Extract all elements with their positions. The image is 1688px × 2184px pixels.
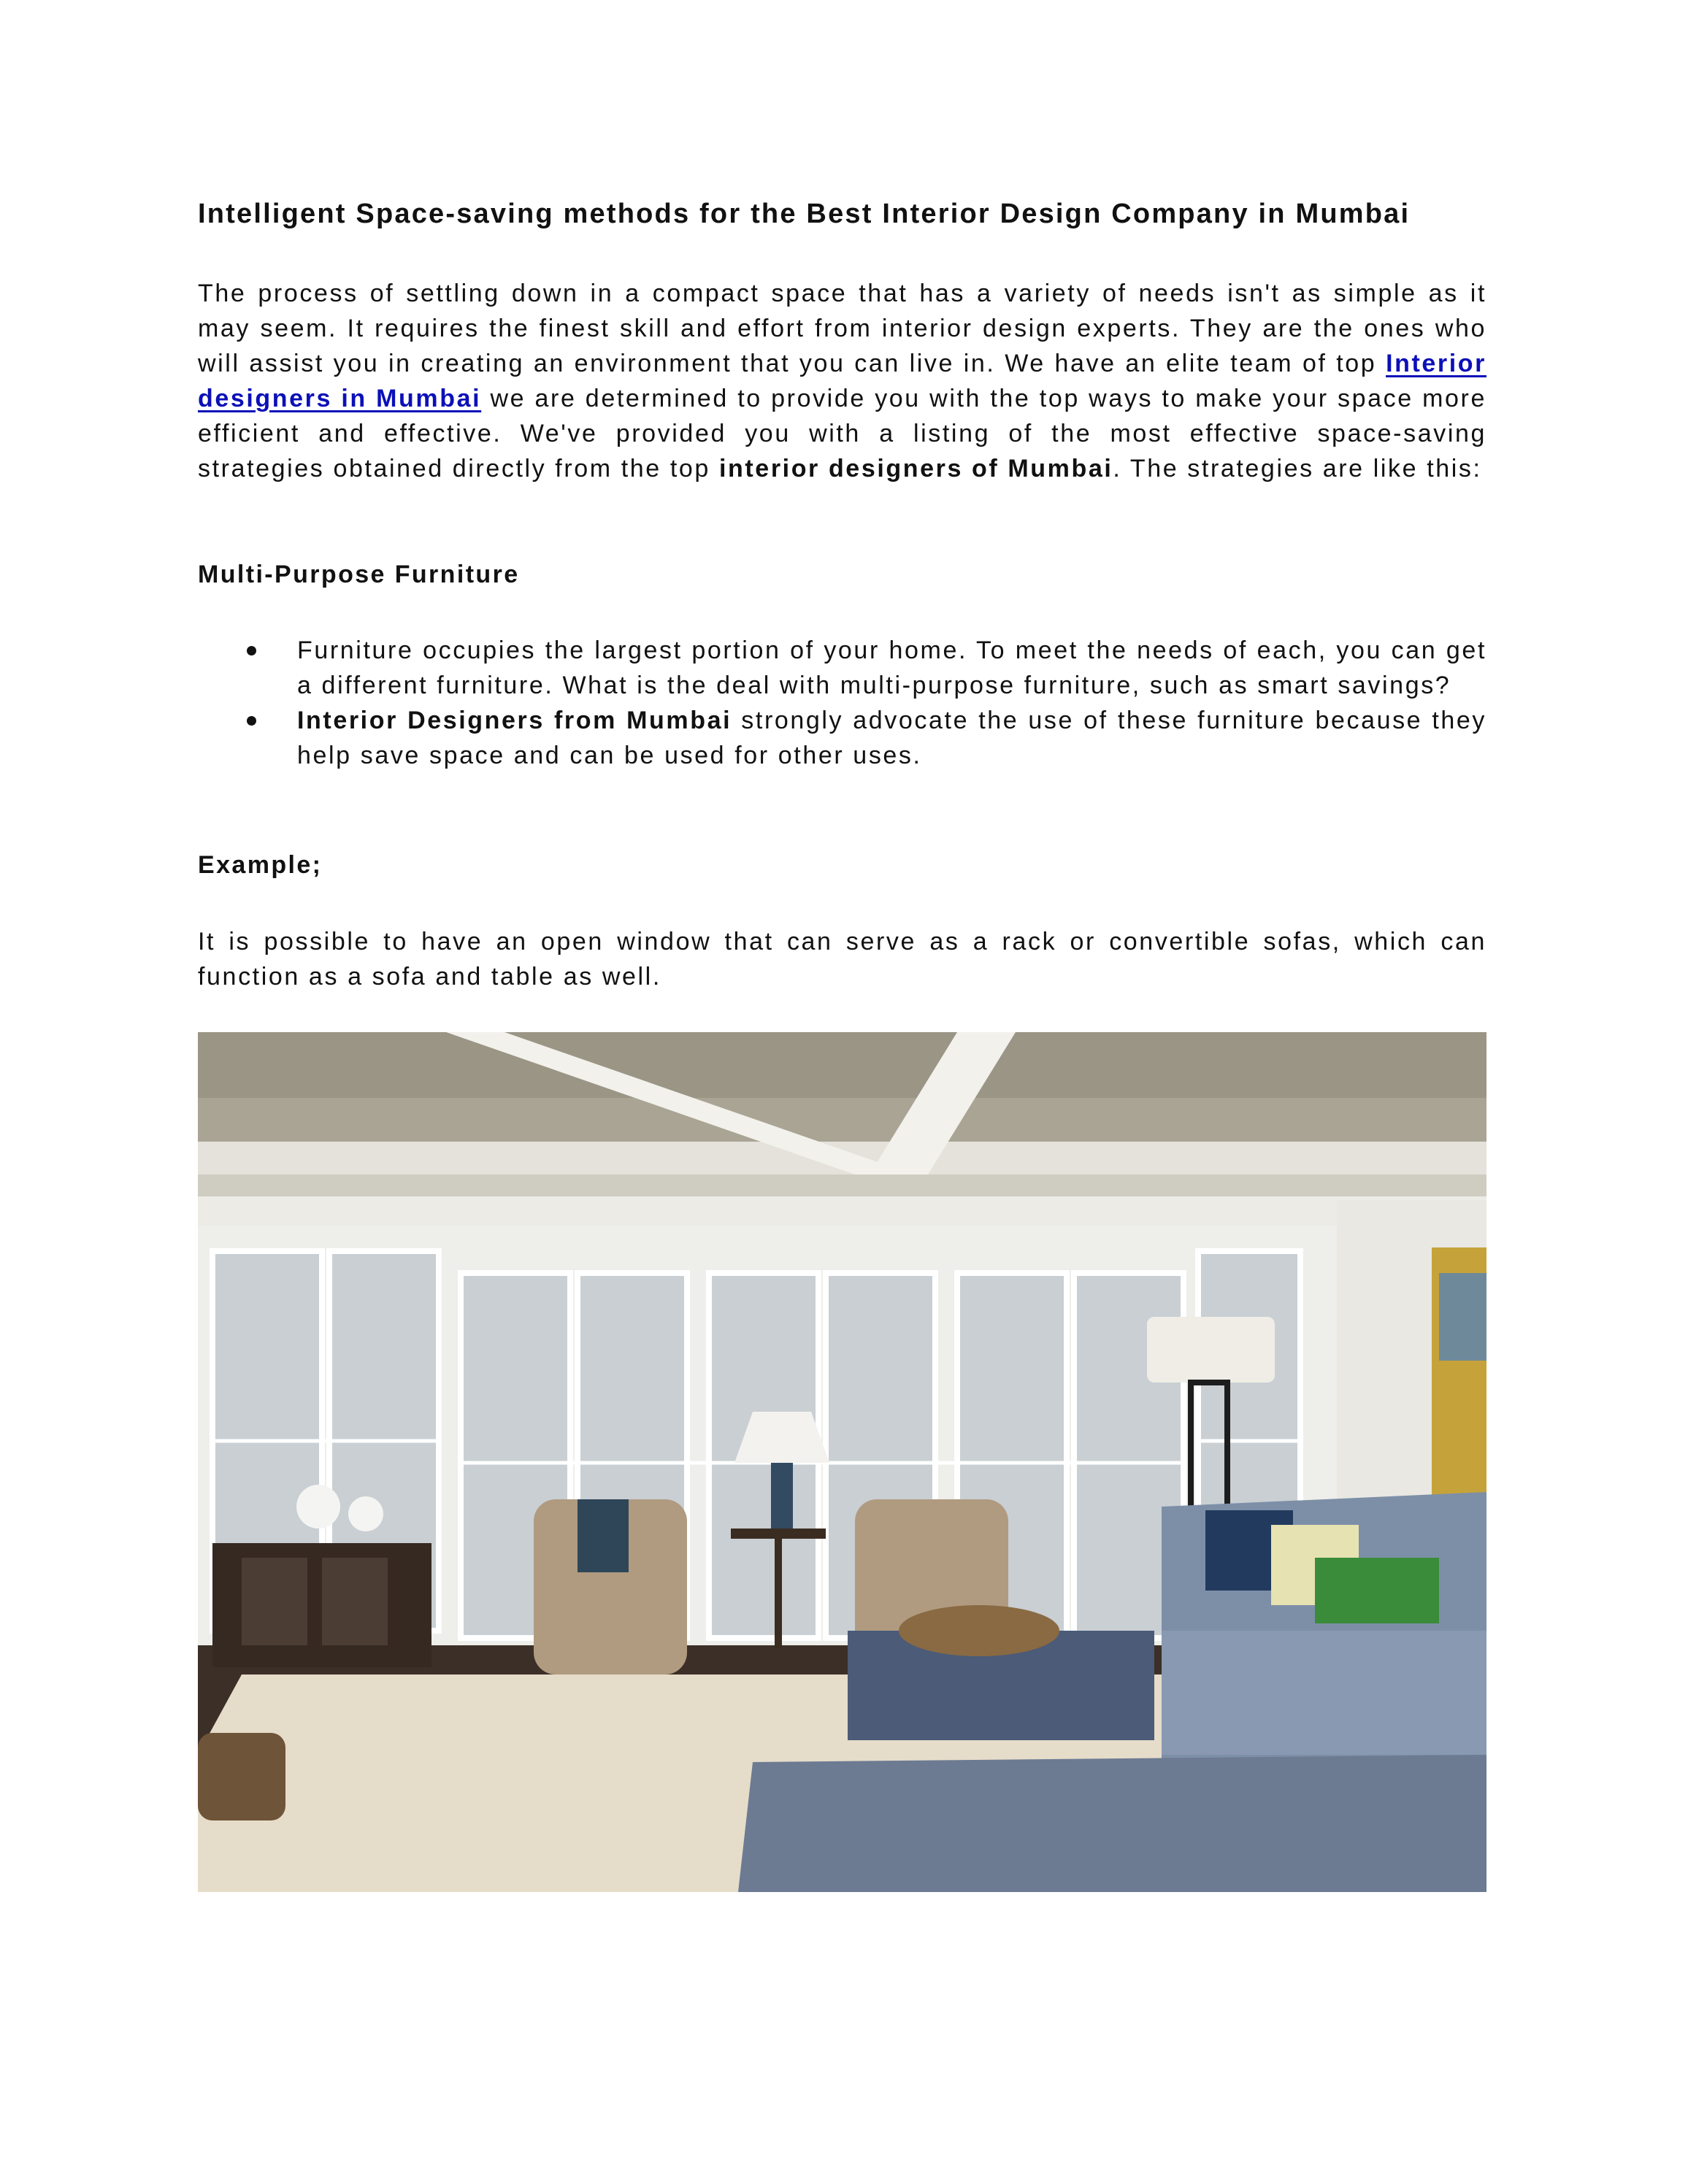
intro-text-2: we are determined to provide you with the top ways to make your space more efficient and effective. We've provided you with a listing of the most effective space-saving strategies obtained directly from the top: [198, 385, 1486, 482]
bullet-text: Furniture occupies the largest portion of your home. To meet the needs of each, you can get a different furniture. What is the deal with multi-purpose furniture, such as smart savings?: [297, 637, 1486, 699]
document-title: Intelligent Space-saving methods for the Best Interior Design Company in Mumbai: [198, 199, 1411, 229]
bullet-item: [198, 633, 1486, 703]
bullet-item: [198, 703, 1486, 773]
intro-paragraph: [198, 276, 1486, 486]
bullet-icon: [247, 716, 256, 726]
example-paragraph: It is possible to have an open window that can serve as a rack or convertible sofas, which can function as a sofa and table as well.: [198, 928, 1486, 991]
intro-text-3: . The strategies are like this:: [1113, 455, 1482, 482]
interior-designers-link[interactable]: Interior designers in Mumbai: [198, 350, 1486, 412]
living-room-photo: [198, 1032, 1486, 1892]
bullet-bold-text: Interior Designers from Mumbai: [297, 707, 732, 734]
example-heading: Example;: [198, 851, 323, 879]
bullet-icon: [247, 646, 256, 655]
bullet-text: strongly advocate the use of these furniture because they help save space and can be used for other uses.: [297, 707, 1486, 769]
section-heading: Multi-Purpose Furniture: [198, 561, 520, 588]
intro-bold-text: interior designers of Mumbai: [718, 455, 1113, 482]
bullet-list: [198, 633, 1486, 773]
intro-text-1: The process of settling down in a compact space that has a variety of needs isn't as simple as it may seem. It requires the finest skill and effort from interior design experts. They are the ones who will assist you in creating an environment that you can live in. We have an elite team of top: [198, 280, 1486, 377]
